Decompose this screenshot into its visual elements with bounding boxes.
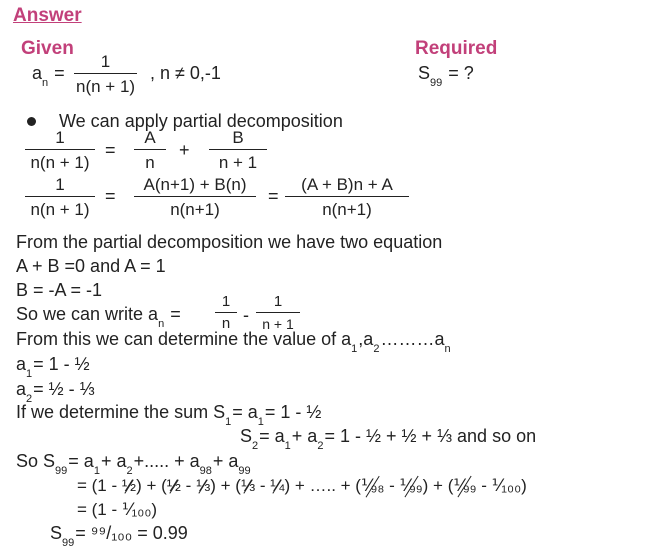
required-expression: $S_{99}$ = ? [418,63,474,89]
given-heading: Given [21,38,74,59]
eq1-left-fraction: 1 n(n + 1) [25,128,95,172]
line-final-result: $S_{99}= ^{99}/_{100} = 0.99$ [50,523,188,549]
line-sum-s2: $S_2= a_1+ a_2= 1$ - ½ + ½ + ⅓ and so on [240,426,537,452]
text-write-an: So we can write $a_n$ = [16,304,181,330]
required-heading: Required [415,38,498,59]
an-fraction-2: 1 n + 1 [256,294,300,332]
line-a1: $a_1= 1$ - ½ [16,354,90,380]
text-equations: A + B =0 and A = 1 [16,256,166,276]
given-fraction: 1 n(n + 1) [76,52,136,96]
eq1-equals: = [105,140,116,160]
text-determine-values: From this we can determine the value of $a_1,a_2\dots\dots\dots a_n$ [16,329,451,355]
line-a2: $a_2=$ ½ - ⅓ [16,379,95,405]
line-sum-s1: If we determine the sum $S_1= a_1= 1$ - ½ [16,402,322,428]
answer-heading: Answer [13,5,82,26]
eq1-a-fraction: A n [134,128,166,172]
eq1-b-fraction: B n + 1 [209,128,267,172]
text-b-value: B = -A = -1 [16,280,103,300]
eq1-plus: + [179,140,190,160]
given-an: $a_n$ = [32,63,65,89]
line-simplified: = (1 - ⅟₁₀₀) [77,500,158,519]
eq2-equals: = [105,186,116,206]
bullet-text: We can apply partial decomposition [59,111,343,131]
eq2-equals-2: = [268,186,279,206]
eq2-mid-fraction: A(n+1) + B(n) n(n+1) [134,175,256,219]
an-minus: - [243,305,249,325]
text-partial-decomposition: From the partial decomposition we have two equation [16,232,443,252]
eq2-left-fraction: 1 n(n + 1) [25,175,95,219]
line-expansion: = (1 - ½) + (½ - ⅓) + (⅓ - ¼) + ….. + (⅟₉₈ - ⅟₉₉) + (⅟₉₉ - ⅟₁₀₀) [77,476,527,495]
given-condition: , n ≠ 0,-1 [150,63,221,83]
eq2-right-fraction: (A + B)n + A n(n+1) [285,175,409,219]
an-fraction-1: 1 n [215,294,237,332]
line-so-s99: So $S_{99}= a_1+ a_2+$..... + $a_{98}+ a_{99}$ [16,451,251,477]
bullet-icon [27,117,36,126]
